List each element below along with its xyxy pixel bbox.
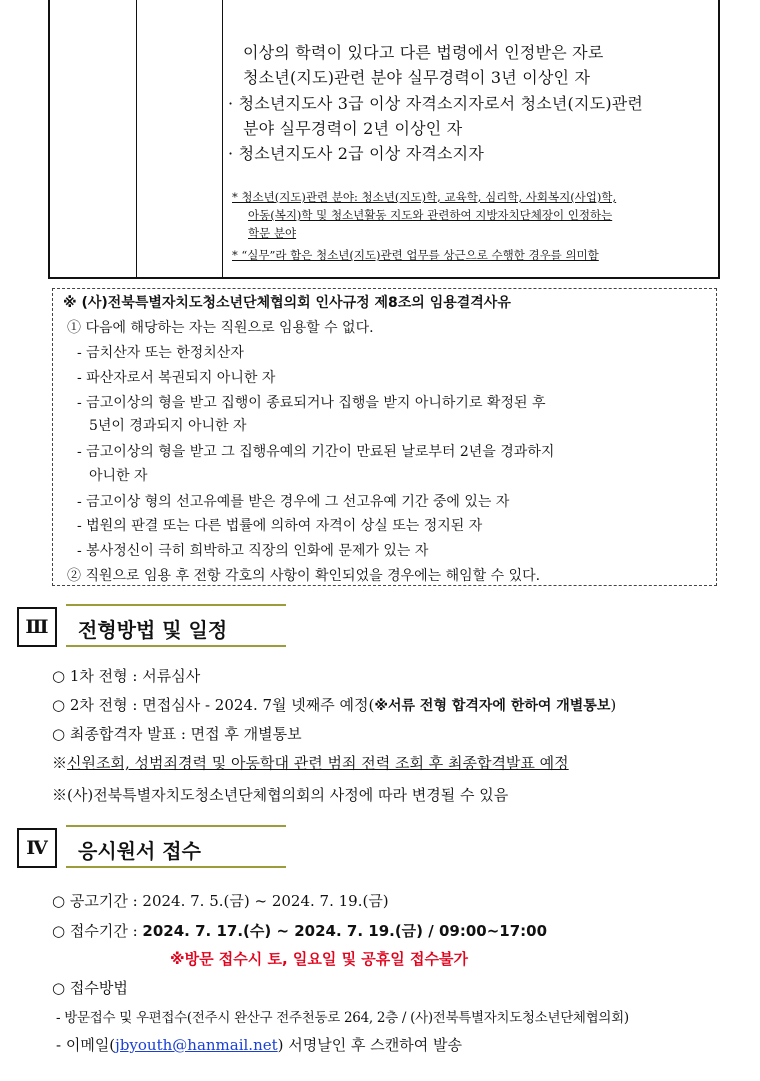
final-announcement: ○ 최종합격자 발표 : 면접 후 개별통보 <box>52 725 302 743</box>
footnote: 학문 분야 <box>248 226 297 240</box>
table-line: 청소년(지도)관련 분야 실무경력이 3년 이상인 자 <box>243 68 591 87</box>
section-title: 전형방법 및 일정 <box>78 618 228 642</box>
disqualification-line: - 금고이상의 형을 받고 집행이 종료되거나 집행을 받지 아니하기로 확정된 후 <box>77 395 546 411</box>
email-suffix: ) 서명날인 후 스캔하여 발송 <box>277 1036 462 1054</box>
disqualification-line: 아니한 자 <box>89 468 148 484</box>
disqualification-line: - 법원의 판결 또는 다른 법률에 의하여 자격이 상실 또는 정지된 자 <box>77 518 483 534</box>
note-mark: ※ <box>52 754 68 772</box>
section-number: Ⅲ <box>17 607 57 647</box>
posting-period <box>52 890 389 911</box>
disqualification-line: - 금치산자 또는 한정치산자 <box>77 345 244 361</box>
footnote: 아동(복지)학 및 청소년활동 지도와 관련하여 지방자치단체장이 인정하는 <box>248 208 613 222</box>
background-check-text: 신원조회, 성범죄경력 및 아동학대 관련 범죄 전력 조회 후 최종합격발표 예정 <box>67 754 569 772</box>
selection-step-2-text: ○ 2차 전형 : 면접심사 - 2024. 7월 넷째주 예정( <box>52 696 375 714</box>
receipt-method-email <box>56 1034 462 1055</box>
table-divider <box>136 0 137 277</box>
disqualification-box <box>52 288 717 586</box>
disqualification-line: - 파산자로서 복권되지 아니한 자 <box>77 370 276 386</box>
selection-step-2-close: ) <box>610 696 617 714</box>
section-underline <box>66 825 286 827</box>
disqualification-line: - 금고이상의 형을 받고 그 집행유예의 기간이 만료된 날로부터 2년을 경과하지 <box>77 444 555 460</box>
visit-warning: ※방문 접수시 토, 일요일 및 공휴일 접수불가 <box>170 950 468 968</box>
posting-period-label: ○ 공고기간 : <box>52 892 143 910</box>
section-underline <box>66 604 286 606</box>
disqualification-title: ※ (사)전북특별자치도청소년단체협의회 인사규정 제8조의 임용결격사유 <box>63 295 511 311</box>
email-prefix: - 이메일( <box>56 1036 116 1054</box>
receipt-method-label: ○ 접수방법 <box>52 979 128 997</box>
table-line: · 청소년지도사 3급 이상 자격소지자로서 청소년(지도)관련 <box>228 94 644 113</box>
background-check-note <box>52 752 569 773</box>
table-line: 분야 실무경력이 2년 이상인 자 <box>243 119 463 138</box>
selection-step-2-note: ※서류 전형 합격자에 한하여 개별통보 <box>374 698 611 714</box>
table-divider <box>222 0 223 277</box>
selection-step-1: ○ 1차 전형 : 서류심사 <box>52 667 201 685</box>
section-underline <box>66 866 286 868</box>
receipt-method-visit: - 방문접수 및 우편접수(전주시 완산구 전주천동로 264, 2층 / (사)전북특별자치도청소년단체협의회) <box>56 1010 629 1026</box>
disqualification-line: ① 다음에 해당하는 자는 직원으로 임용할 수 없다. <box>67 320 374 336</box>
disqualification-line: ② 직원으로 임용 후 전항 각호의 사항이 확인되었을 경우에는 해임할 수 있다. <box>67 568 541 584</box>
footnote: * 청소년(지도)관련 분야: 청소년(지도)학, 교육학, 심리학, 사회복지(사업)학, <box>232 190 617 204</box>
table-line: 이상의 학력이 있다고 다른 법령에서 인정받은 자로 <box>243 43 604 62</box>
receipt-period <box>52 920 547 941</box>
section-title: 응시원서 접수 <box>78 839 201 863</box>
receipt-period-label: ○ 접수기간 : <box>52 922 143 940</box>
disqualification-line: - 금고이상 형의 선고유예를 받은 경우에 그 선고유예 기간 중에 있는 자 <box>77 494 510 510</box>
section-number: Ⅳ <box>17 828 57 868</box>
qualification-table <box>48 0 720 279</box>
change-notice: ※(사)전북특별자치도청소년단체협의회의 사정에 따라 변경될 수 있음 <box>52 786 509 804</box>
selection-step-2 <box>52 694 616 715</box>
footnote: * “실무”라 함은 청소년(지도)관련 업무를 상근으로 수행한 경우를 의미함 <box>232 248 599 262</box>
email-link[interactable]: jbyouth@hanmail.net <box>115 1036 278 1054</box>
posting-period-value: 2024. 7. 5.(금) ~ 2024. 7. 19.(금) <box>142 892 389 910</box>
disqualification-line: 5년이 경과되지 아니한 자 <box>89 418 247 434</box>
section-underline <box>66 645 286 647</box>
table-line: · 청소년지도사 2급 이상 자격소지자 <box>228 144 484 163</box>
receipt-period-value: 2024. 7. 17.(수) ~ 2024. 7. 19.(금) / 09:00~17:00 <box>142 922 548 940</box>
disqualification-line: - 봉사정신이 극히 희박하고 직장의 인화에 문제가 있는 자 <box>77 543 429 559</box>
